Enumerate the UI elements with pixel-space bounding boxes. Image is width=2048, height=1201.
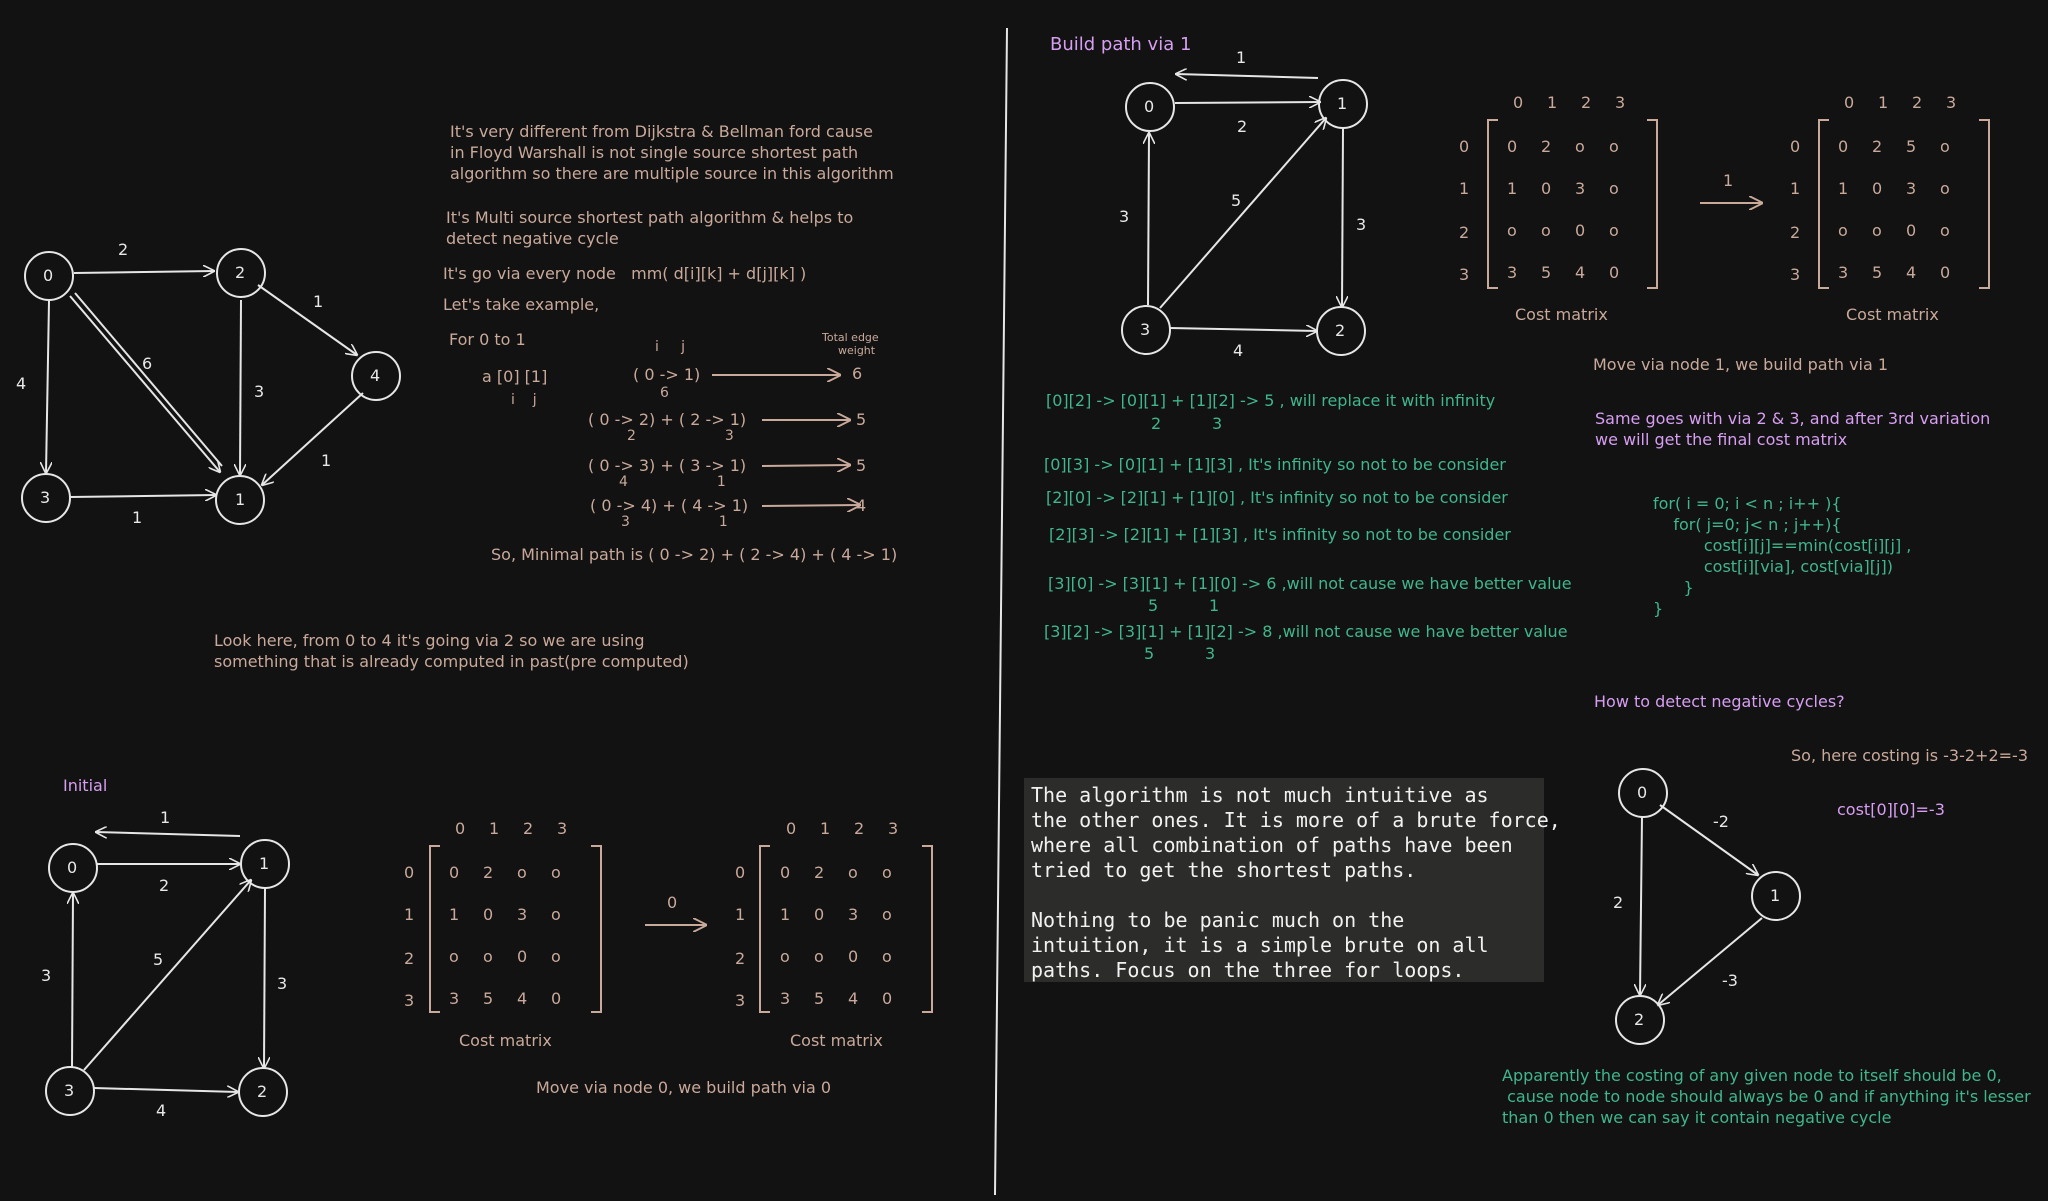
matrix-cell: 3: [780, 989, 791, 1008]
matrix-cell: 0: [1940, 263, 1951, 282]
note-line: tried to get the shortest paths.: [1031, 858, 1417, 882]
node-label: 3: [64, 1081, 75, 1100]
row-header: 3: [735, 991, 746, 1010]
matrix-via1-before: [1458, 92, 1678, 322]
edge-1-0: [96, 832, 240, 836]
row-header: 3: [1459, 265, 1470, 284]
edge-weight: 1: [313, 292, 324, 311]
matrix-cell: 4: [517, 989, 528, 1008]
edge-weight: 2: [1613, 893, 1624, 912]
col-headers: [786, 818, 922, 839]
matrix-initial-before: [400, 818, 620, 1048]
matrix-cell: 4: [848, 989, 859, 1008]
node-label: 4: [370, 366, 381, 385]
intro-line: in Floyd Warshall is not single source shortest path: [450, 143, 859, 162]
row-header: 1: [735, 905, 746, 924]
matrix-cell: 0: [551, 989, 562, 1008]
col-header: 2: [523, 819, 534, 838]
col-header: 1: [489, 819, 500, 838]
matrix-cell: o: [1541, 221, 1551, 240]
via1-line: [3][2] -> [3][1] + [1][2] -> 8 ,will not cause we have better value: [1044, 622, 1568, 641]
look-here-line: Look here, from 0 to 4 it's going via 2 so we are using: [214, 631, 645, 650]
intro-line: Let's take example,: [443, 295, 600, 314]
col-header: 0: [1513, 93, 1524, 112]
matrix-cell: 3: [517, 905, 528, 924]
edge-1-0: [1176, 74, 1318, 78]
matrix-cell: 3: [848, 905, 859, 924]
row-header: 0: [1459, 137, 1470, 156]
col-headers: [1513, 92, 1649, 113]
edge-1-2: [1342, 128, 1343, 307]
node-label: 0: [67, 858, 78, 877]
matrix-cell: 0: [1906, 221, 1917, 240]
edge-0-2: [1640, 816, 1642, 995]
col-header: 0: [786, 819, 797, 838]
matrix-cell: 0: [483, 905, 494, 924]
edge-weight: -3: [1722, 971, 1738, 990]
edge-3-1: [70, 495, 216, 497]
caption: Move via node 1, we build path via 1: [1593, 355, 1889, 374]
edge-weight: 2: [159, 876, 170, 895]
edge-weight: 1: [1236, 48, 1247, 67]
col-header: 3: [1615, 93, 1626, 112]
col-header: 1: [1547, 93, 1558, 112]
matrix-cell: o: [517, 863, 527, 882]
path-expr-sub: 4 1: [619, 474, 726, 490]
matrix-cell: 4: [1906, 263, 1917, 282]
matrix-cell: 2: [1541, 137, 1552, 156]
edge-3-0: [1148, 133, 1149, 305]
apparently-line: than 0 then we can say it contain negative cycle: [1502, 1108, 1892, 1127]
edge-0-2: [74, 271, 214, 273]
matrix-cell: o: [1609, 221, 1619, 240]
path-result: 5: [856, 410, 867, 429]
matrix-cell: o: [1609, 137, 1619, 156]
left-graph: [22, 249, 400, 524]
code-line: cost[i][j]==min(cost[i][j] ,: [1653, 536, 1912, 555]
intro-line: detect negative cycle: [446, 229, 619, 248]
edge-weight: 3: [254, 382, 265, 401]
edge-0-1-b: [75, 293, 222, 466]
code-line: for( i = 0; i < n ; i++ ){: [1653, 494, 1842, 513]
col-header: 1: [820, 819, 831, 838]
edge-0-1-a: [70, 296, 220, 472]
negative-graph: [1616, 769, 1800, 1044]
matrix-cell: 0: [1541, 179, 1552, 198]
edge-weight: 2: [118, 240, 129, 259]
path-expr-sub: 6: [660, 385, 669, 401]
row-header: 1: [1459, 179, 1470, 198]
matrix-cell: 5: [1872, 263, 1883, 282]
path-result: 4: [856, 496, 867, 515]
intro-line: i j: [655, 339, 686, 355]
path-result: 6: [852, 364, 863, 383]
edge-weight: 3: [1356, 215, 1367, 234]
edge-4-1: [262, 393, 363, 485]
matrix-cell: 5: [483, 989, 494, 1008]
edge-weight: 5: [1231, 191, 1242, 210]
note-line: intuition, it is a simple brute on all: [1031, 933, 1489, 957]
path-result: 5: [856, 456, 867, 475]
matrix-cell: o: [848, 863, 858, 882]
via1-line: [2][0] -> [2][1] + [1][0] , It's infinity so not to be consider: [1046, 488, 1508, 507]
edge-0-1: [1660, 805, 1758, 875]
col-header: 2: [1912, 93, 1923, 112]
node-label: 2: [1335, 321, 1346, 340]
matrix-cell: 2: [483, 863, 494, 882]
matrix-cell: 0: [1838, 137, 1849, 156]
matrix-cell: 0: [1507, 137, 1518, 156]
path-expr: ( 0 -> 3) + ( 3 -> 1): [588, 456, 747, 475]
node-label: 1: [235, 490, 246, 509]
matrix-caption: Cost matrix: [459, 1031, 552, 1050]
node-label: 3: [1140, 320, 1151, 339]
matrix-cell: 5: [1541, 263, 1552, 282]
matrix-cell: o: [1507, 221, 1517, 240]
matrix-cell: o: [1575, 137, 1585, 156]
matrix-cell: o: [1940, 221, 1950, 240]
matrix-cell: 3: [449, 989, 460, 1008]
matrix-cell: o: [780, 947, 790, 966]
via1-line: [2][3] -> [2][1] + [1][3] , It's infinity so not to be consider: [1049, 525, 1511, 544]
edge-3-2: [1170, 328, 1317, 331]
matrix-cell: 1: [449, 905, 460, 924]
edge-2-4: [258, 285, 357, 355]
apparently-line: cause node to node should always be 0 and if anything it's lesser: [1502, 1087, 2031, 1106]
edge-weight: 3: [41, 966, 52, 985]
matrix-cell: o: [551, 905, 561, 924]
matrix-cell: o: [1838, 221, 1848, 240]
matrix-cell: 0: [780, 863, 791, 882]
via1-line: [0][2] -> [0][1] + [1][2] -> 5 , will replace it with infinity: [1046, 391, 1496, 410]
edge-weight: 6: [142, 354, 153, 373]
row-header: 2: [1459, 223, 1470, 242]
node-label: 1: [259, 854, 270, 873]
edge-weight: -2: [1713, 812, 1729, 831]
weight-arrows: [712, 375, 860, 506]
row-header: 2: [1790, 223, 1801, 242]
matrix-cell: 3: [1575, 179, 1586, 198]
edge-weight: 4: [156, 1101, 167, 1120]
edge-3-1: [84, 880, 251, 1070]
edge-weight: 3: [1119, 207, 1130, 226]
matrix-cell: o: [551, 863, 561, 882]
matrix-cell: 0: [1609, 263, 1620, 282]
edge-0-3: [46, 301, 49, 473]
edge-1-2: [264, 888, 265, 1068]
matrix-cell: 0: [517, 947, 528, 966]
row-header: 0: [735, 863, 746, 882]
row-header: 2: [735, 949, 746, 968]
row-header: 2: [404, 949, 415, 968]
path-expr-sub: 3 1: [621, 514, 728, 530]
edge-2-1: [240, 300, 241, 475]
matrix-caption: Cost matrix: [790, 1031, 883, 1050]
matrix-caption: Cost matrix: [1846, 305, 1939, 324]
matrix-cell: 5: [814, 989, 825, 1008]
via1-line-sub: 5 3: [1144, 644, 1216, 663]
matrix-cell: o: [449, 947, 459, 966]
section-title: Initial: [63, 776, 108, 795]
matrix-cell: 0: [814, 905, 825, 924]
path-expr: ( 0 -> 1): [633, 365, 701, 384]
total-edge-weight-label: weight: [838, 344, 876, 357]
matrix-cell: 2: [814, 863, 825, 882]
edge-weight: 5: [153, 950, 164, 969]
note-line: the other ones. It is more of a brute force,: [1031, 808, 1561, 832]
edge-3-1: [1160, 118, 1326, 308]
node-label: 2: [257, 1082, 268, 1101]
matrix-cell: o: [483, 947, 493, 966]
same-goes-line: we will get the final cost matrix: [1595, 430, 1848, 449]
matrix-cell: o: [1940, 179, 1950, 198]
matrix-cell: 3: [1507, 263, 1518, 282]
path-expr: ( 0 -> 2) + ( 2 -> 1): [588, 410, 747, 429]
edge-weight: 2: [1237, 117, 1248, 136]
node-label: 2: [235, 263, 246, 282]
path-expr: ( 0 -> 4) + ( 4 -> 1): [590, 496, 749, 515]
code-line: for( j=0; j< n ; j++){: [1653, 515, 1842, 534]
node-label: 0: [43, 266, 54, 285]
col-header: 3: [557, 819, 568, 838]
node-label: 2: [1634, 1010, 1645, 1029]
col-header: 0: [455, 819, 466, 838]
row-header: 0: [1790, 137, 1801, 156]
via1-line: [3][0] -> [3][1] + [1][0] -> 6 ,will not cause we have better value: [1048, 574, 1572, 593]
row-header: 3: [1790, 265, 1801, 284]
matrix-cell: o: [814, 947, 824, 966]
row-header: 1: [404, 905, 415, 924]
matrix-cell: 0: [848, 947, 859, 966]
matrix-cell: o: [1940, 137, 1950, 156]
intro-line: For 0 to 1: [449, 330, 526, 349]
via1-line: [0][3] -> [0][1] + [1][3] , It's infinity so not to be consider: [1044, 455, 1506, 474]
matrix-cell: 0: [882, 989, 893, 1008]
matrix-cell: 3: [1906, 179, 1917, 198]
note-line: where all combination of paths have been: [1031, 833, 1513, 857]
col-header: 2: [854, 819, 865, 838]
matrix-cell: 1: [1838, 179, 1849, 198]
negative-title: How to detect negative cycles?: [1594, 692, 1845, 711]
apparently-line: Apparently the costing of any given node to itself should be 0,: [1502, 1066, 2002, 1085]
node-label: 0: [1144, 97, 1155, 116]
matrix-initial-after: [731, 818, 951, 1048]
code-line: }: [1653, 599, 1664, 618]
intro-line: It's Multi source shortest path algorithm & helps to: [446, 208, 854, 227]
intro-line: It's go via every node mm( d[i][k] + d[j][k] ): [443, 264, 807, 283]
edge-weight: 3: [277, 974, 288, 993]
total-edge-weight-label: Total edge: [822, 331, 879, 344]
matrix-cell: o: [1609, 179, 1619, 198]
col-header: 0: [1844, 93, 1855, 112]
edge-weight: 4: [16, 374, 27, 393]
section-title: Build path via 1: [1050, 34, 1192, 55]
matrix-cell: 5: [1906, 137, 1917, 156]
matrix-cell: 0: [1872, 179, 1883, 198]
edge-3-0: [72, 893, 73, 1068]
edge-0-1: [1175, 102, 1320, 103]
note-line: Nothing to be panic much on the: [1031, 908, 1405, 932]
edge-weight: 4: [1233, 341, 1244, 360]
code-line: }: [1653, 578, 1694, 597]
note-line: paths. Focus on the three for loops.: [1031, 958, 1465, 982]
matrix-cell: o: [882, 947, 892, 966]
matrix-cell: o: [551, 947, 561, 966]
col-header: 2: [1581, 93, 1592, 112]
col-header: 3: [1946, 93, 1957, 112]
intro-line: i j: [511, 392, 537, 408]
matrix-cell: o: [882, 863, 892, 882]
node-label: 1: [1337, 94, 1348, 113]
matrix-via1-after: [1789, 92, 2009, 322]
edge-3-2: [94, 1088, 238, 1092]
transition-label: 1: [1723, 171, 1734, 190]
row-header: 1: [1790, 179, 1801, 198]
edge-1-2: [1658, 918, 1762, 1005]
path-expr-sub: 2 3: [627, 428, 734, 444]
node-label: 3: [40, 488, 51, 507]
matrix-cell: 0: [449, 863, 460, 882]
via1-line-sub: 5 1: [1148, 596, 1220, 615]
matrix-cell: 2: [1872, 137, 1883, 156]
negative-costing: So, here costing is -3-2+2=-3: [1791, 746, 2028, 765]
transition-label: 0: [667, 893, 678, 912]
edge-weight: 1: [132, 508, 143, 527]
col-header: 1: [1878, 93, 1889, 112]
matrix-cell: o: [882, 905, 892, 924]
note-line: The algorithm is not much intuitive as: [1031, 783, 1489, 807]
caption: Move via node 0, we build path via 0: [536, 1078, 832, 1097]
matrix-cell: 0: [1575, 221, 1586, 240]
col-headers: [455, 818, 591, 839]
note-text: [1031, 783, 1561, 983]
matrix-caption: Cost matrix: [1515, 305, 1608, 324]
matrix-cell: 3: [1838, 263, 1849, 282]
intro-line: a [0] [1]: [482, 367, 548, 386]
matrix-cell: 4: [1575, 263, 1586, 282]
matrix-cell: 1: [1507, 179, 1518, 198]
negative-cost00: cost[0][0]=-3: [1837, 800, 1945, 819]
col-header: 3: [888, 819, 899, 838]
edge-weight: 1: [160, 808, 171, 827]
section-divider: [995, 28, 1007, 1195]
row-header: 3: [404, 991, 415, 1010]
intro-line: It's very different from Dijkstra & Bellman ford cause: [450, 122, 873, 141]
intro-line: algorithm so there are multiple source in this algorithm: [450, 164, 894, 183]
same-goes-line: Same goes with via 2 & 3, and after 3rd variation: [1595, 409, 1991, 428]
via1-line-sub: 2 3: [1151, 414, 1223, 433]
edge-weight: 1: [321, 451, 332, 470]
matrix-cell: 1: [780, 905, 791, 924]
col-headers: [1844, 92, 1980, 113]
node-label: 1: [1770, 886, 1781, 905]
node-label: 0: [1637, 783, 1648, 802]
row-header: 0: [404, 863, 415, 882]
code-line: cost[i][via], cost[via][j]): [1653, 557, 1893, 576]
matrix-cell: o: [1872, 221, 1882, 240]
look-here-line: something that is already computed in past(pre computed): [214, 652, 689, 671]
minimal-path: So, Minimal path is ( 0 -> 2) + ( 2 -> 4) + ( 4 -> 1): [491, 545, 898, 564]
